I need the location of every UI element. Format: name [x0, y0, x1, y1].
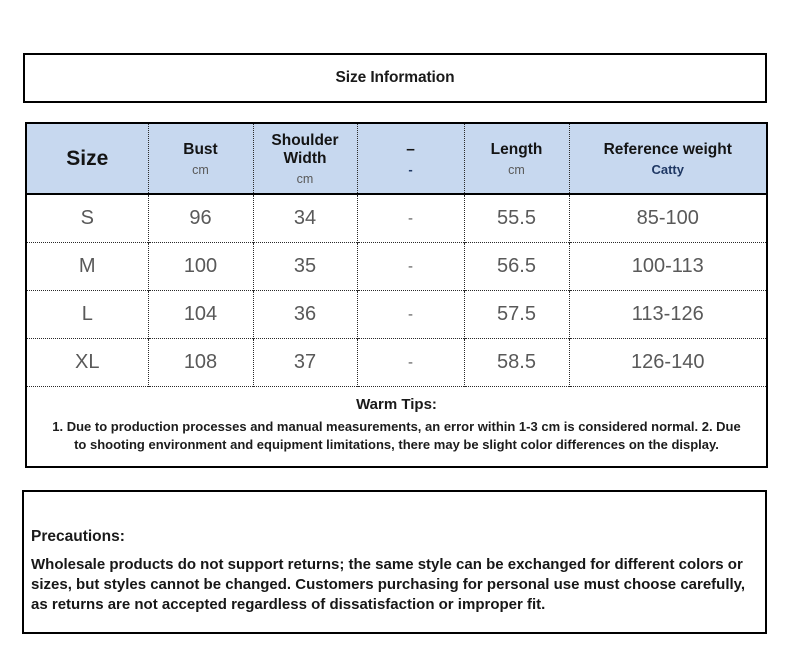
size-table — [25, 122, 768, 468]
dash-cell: - — [357, 338, 464, 386]
warm-tips-heading: Warm Tips: — [356, 395, 437, 413]
dash-cell: - — [357, 242, 464, 290]
size-cell: L — [26, 290, 148, 338]
reference-weight-cell: 113-126 — [569, 290, 767, 338]
shoulder-width-cell: 34 — [253, 194, 357, 242]
warm-tips-row — [26, 386, 767, 467]
dash-cell: - — [357, 194, 464, 242]
size-cell: S — [26, 194, 148, 242]
column-label: Size — [66, 146, 109, 170]
reference-weight-cell: 100-113 — [569, 242, 767, 290]
table-row-m — [26, 242, 767, 290]
bust-cell: 108 — [148, 338, 253, 386]
column-label: Length — [490, 140, 543, 158]
length-cell: 57.5 — [464, 290, 569, 338]
column-label: – — [406, 140, 415, 158]
column-header-dash — [357, 123, 464, 194]
shoulder-width-cell: 35 — [253, 242, 357, 290]
size-cell: M — [26, 242, 148, 290]
shoulder-width-cell: 37 — [253, 338, 357, 386]
warm-tips-body: 1. Due to production processes and manual measurements, an error within 1-3 cm is considered normal. 2. Due to shooting environment and equipment limitations, there may be slight color differences on the display. — [52, 418, 741, 452]
warm-tips-section — [26, 386, 767, 467]
table-row-l — [26, 290, 767, 338]
reference-weight-cell: 85-100 — [569, 194, 767, 242]
bust-cell: 100 — [148, 242, 253, 290]
column-unit: - — [408, 161, 413, 177]
shoulder-width-cell: 36 — [253, 290, 357, 338]
table-row-s — [26, 194, 767, 242]
bust-cell: 104 — [148, 290, 253, 338]
column-label: Bust — [183, 140, 218, 158]
dash-cell: - — [357, 290, 464, 338]
column-header-size — [26, 123, 148, 194]
length-cell: 58.5 — [464, 338, 569, 386]
column-label: Shoulder Width — [271, 131, 339, 167]
column-unit: cm — [192, 162, 209, 177]
precautions-heading: Precautions: — [31, 528, 125, 545]
column-unit: cm — [508, 162, 525, 177]
table-row-xl — [26, 338, 767, 386]
size-table-header — [26, 123, 767, 194]
size-table-body — [26, 194, 767, 386]
column-label: Reference weight — [603, 140, 732, 158]
column-unit: Catty — [651, 161, 684, 177]
precautions-body: Wholesale products do not support returns; the same style can be exchanged for different colors or sizes, but styles cannot be changed. Customers purchasing for personal use must choose carefully, as returns are not accepted regardless of dissatisfaction or improper fit. — [31, 556, 746, 613]
warm-tips-cell — [26, 386, 767, 467]
precautions-box — [22, 490, 767, 634]
bust-cell: 96 — [148, 194, 253, 242]
reference-weight-cell: 126-140 — [569, 338, 767, 386]
column-header-length — [464, 123, 569, 194]
length-cell: 55.5 — [464, 194, 569, 242]
size-information-title-box — [23, 53, 767, 103]
column-unit: cm — [296, 171, 314, 186]
length-cell: 56.5 — [464, 242, 569, 290]
page-title: Size Information — [335, 69, 455, 86]
header-row — [26, 123, 767, 194]
column-header-shoulder-width — [253, 123, 357, 194]
size-cell: XL — [26, 338, 148, 386]
column-header-reference-weight — [569, 123, 767, 194]
column-header-bust — [148, 123, 253, 194]
